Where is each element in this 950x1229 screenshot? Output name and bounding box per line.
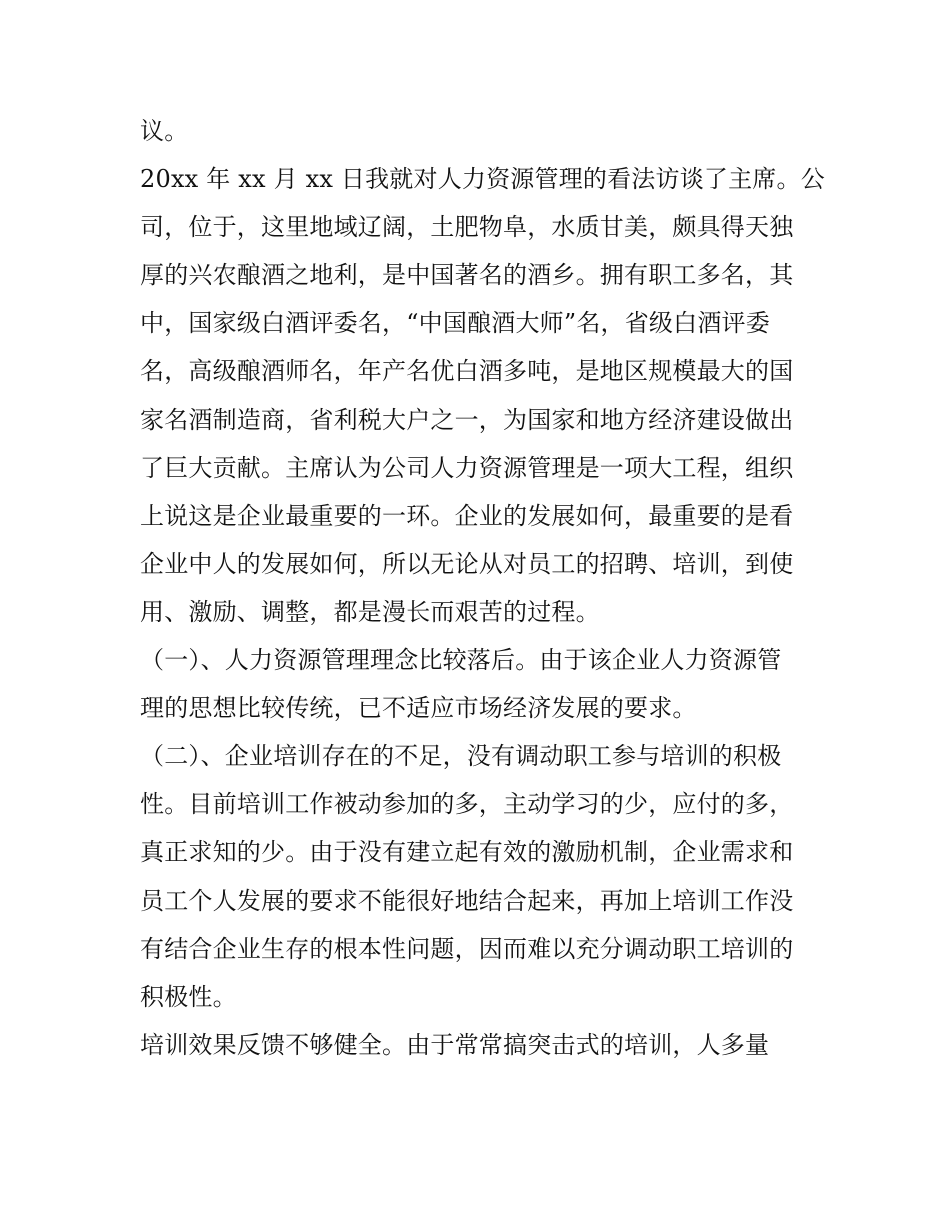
- text-line: 了巨大贡献。主席认为公司人力资源管理是一项大工程，组织: [140, 453, 794, 482]
- text-line: 理的思想比较传统，已不适应市场经济发展的要求。: [140, 694, 697, 723]
- text-line: 20xx 年 xx 月 xx 日我就对人力资源管理的看法访谈了主席。公: [140, 165, 825, 194]
- document-body: [140, 107, 825, 1069]
- text-line: （二）、企业培训存在的不足，没有调动职工参与培训的积极: [140, 742, 782, 771]
- text-line: 议。: [140, 117, 189, 145]
- text-line: 用、激励、调整，都是漫长而艰苦的过程。: [140, 597, 600, 626]
- text-line: 真正求知的少。由于没有建立起有效的激励机制，企业需求和: [140, 838, 794, 867]
- text-line: （一）、人力资源管理理念比较落后。由于该企业人力资源管: [140, 646, 782, 675]
- text-line: 家名酒制造商，省利税大户之一，为国家和地方经济建设做出: [140, 405, 794, 434]
- text-line: 中，国家级白酒评委名，“中国酿酒大师”名，省级白酒评委: [140, 309, 770, 338]
- text-line: 培训效果反馈不够健全。由于常常搞突击式的培训，人多量: [140, 1030, 770, 1059]
- text-line: 厚的兴农酿酒之地利，是中国著名的酒乡。拥有职工多名，其: [140, 261, 794, 290]
- text-line: 名，高级酿酒师名，年产名优白酒多吨，是地区规模最大的国: [140, 357, 794, 386]
- text-line: 性。目前培训工作被动参加的多，主动学习的少，应付的多，: [140, 790, 794, 819]
- text-line: 员工个人发展的要求不能很好地结合起来，再加上培训工作没: [140, 886, 794, 915]
- text-line: 有结合企业生存的根本性问题，因而难以充分调动职工培训的: [140, 934, 794, 963]
- text-line: 上说这是企业最重要的一环。企业的发展如何，最重要的是看: [140, 501, 794, 530]
- text-line: 积极性。: [140, 982, 237, 1011]
- text-line: 司，位于，这里地域辽阔，土肥物阜，水质甘美，颇具得天独: [140, 213, 794, 242]
- text-line: 企业中人的发展如何，所以无论从对员工的招聘、培训，到使: [140, 549, 794, 578]
